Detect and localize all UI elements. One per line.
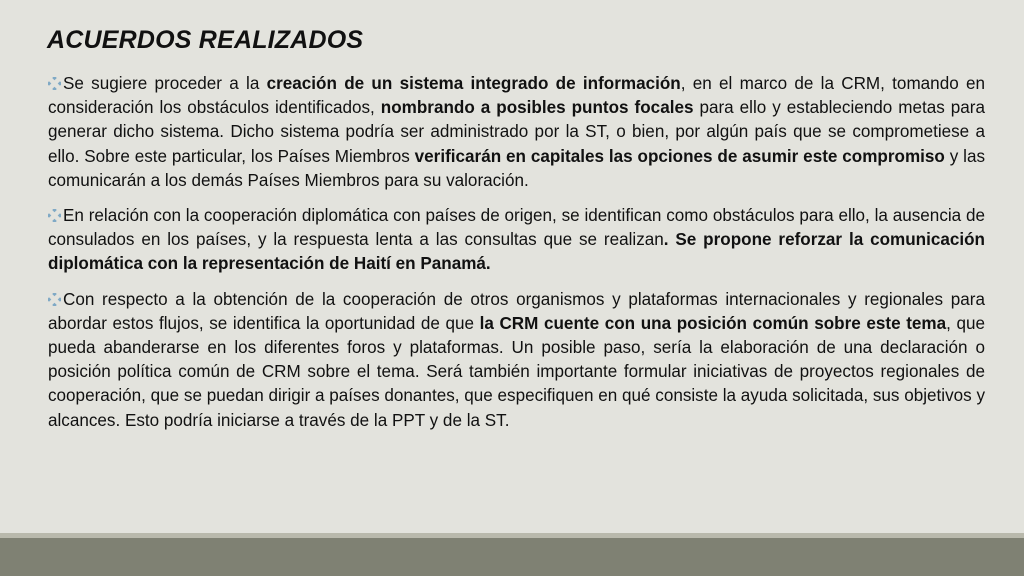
diamond-four-point-icon [48,77,61,90]
text-segment: para ello y estableciendo metas para generar dicho sistema. Dicho sistema podría ser administrado por la ST, o bien, por algún país que se comprometiese a ello. Sobre este particular, los Países Miembros [48,98,986,166]
diamond-four-point-icon [48,293,61,306]
slide-title: ACUERDOS REALIZADOS [47,26,364,54]
text-segment: Se sugiere proceder a la [63,74,267,93]
slide-content [48,72,985,444]
bold-text-segment: . Se propone reforzar la comunicación diplomática con la representación de Haití en Panamá. [48,230,985,274]
bullet-item-3 [48,288,985,433]
bullet-item-1 [48,72,985,193]
bold-text-segment: nombrando a posibles puntos focales [380,98,694,118]
bold-text-segment: la CRM cuente con una posición común sobre este tema [479,313,947,333]
text-segment: En relación con la cooperación diplomática con países de origen, se identifican como obstáculos para ello, la ausencia de consulados en los países, y la respuesta lenta a las consultas que se realizan [48,206,985,250]
text-segment: y las comunicarán a los demás Países Miembros para su valoración. [48,146,986,190]
text-segment: , en el marco de la CRM, tomando en consideración los obstáculos identificados, [48,74,985,118]
bold-text-segment: verificarán en capitales las opciones de asumir este compromiso [414,146,945,166]
diamond-four-point-icon [48,209,61,222]
text-segment: Con respecto a la obtención de la cooperación de otros organismos y plataformas internacionales y regionales para abordar estos flujos, se identifica la oportunidad de que [48,289,985,333]
bold-text-segment: creación de un sistema integrado de información [266,74,681,93]
bullet-item-2 [48,204,985,277]
footer-bar [0,538,1024,576]
text-segment: , que pueda abanderarse en los diferentes foros y plataformas. Un posible paso, sería la elaboración de una declaración o posición política común de CRM sobre el tema. Será también importante formular iniciativas de proyectos regionales de cooperación, que se puedan dirigir a países donantes, que especifiquen en qué consiste la ayuda solicitada, sus objetivos y alcances. Esto podría iniciarse a través de la PPT y de la ST. [48,313,985,430]
